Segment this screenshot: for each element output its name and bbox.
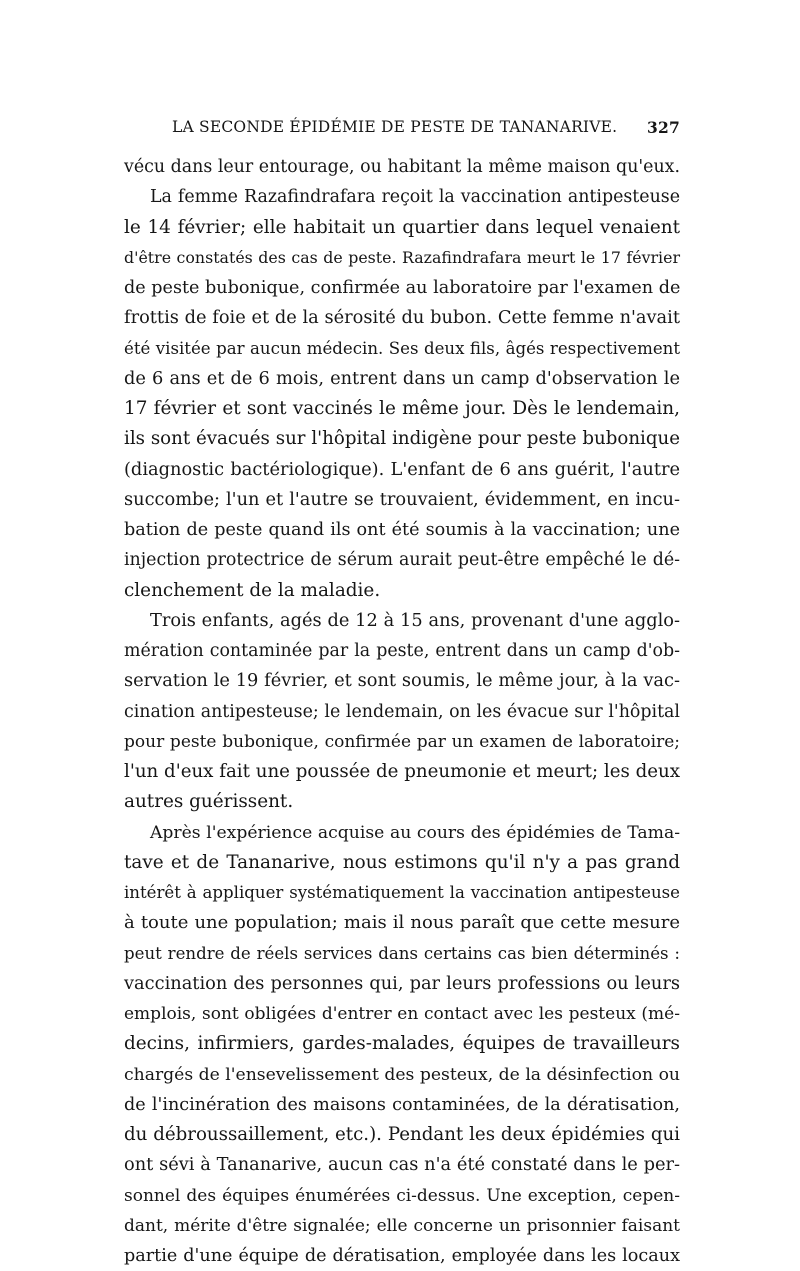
running-title: LA SECONDE ÉPIDÉMIE DE PESTE DE TANANARIVE. (172, 118, 618, 136)
text-line: du débroussaillement, etc.). Pendant les deux épidémies qui (124, 1124, 680, 1145)
text-line: peut rendre de réels services dans certains cas bien déterminés : (124, 943, 680, 963)
text-line: sonnel des équipes énumérées ci-dessus. Une exception, cepen- (124, 1185, 680, 1206)
text-line: vaccination des personnes qui, par leurs professions ou leurs (124, 972, 680, 994)
text-line: à toute une population; mais il nous paraît que cette mesure (124, 912, 680, 934)
text-line: cination antipesteuse; le lendemain, on les évacue sur l'hôpital (124, 701, 680, 722)
text-line: de 6 ans et de 6 mois, entrent dans un camp d'observation le (124, 367, 680, 389)
text-line: été visitée par aucun médecin. Ses deux fils, âgés respectivement (124, 338, 680, 358)
text-line: Après l'expérience acquise au cours des épidémies de Tama- (150, 822, 680, 843)
text-line: mération contaminée par la peste, entrent dans un camp d'ob- (124, 641, 680, 661)
text-line: La femme Razafindrafara reçoit la vaccination antipesteuse (150, 187, 680, 208)
text-line: ils sont évacués sur l'hôpital indigène pour peste bubonique (124, 428, 680, 450)
text-line: ont sévi à Tananarive, aucun cas n'a été constaté dans le per- (124, 1154, 680, 1176)
text-line: (diagnostic bactériologique). L'enfant de 6 ans guérit, l'autre (124, 458, 680, 480)
text-line: autres guérissent. (124, 791, 294, 813)
text-line: vécu dans leur entourage, ou habitant la même maison qu'eux. (124, 157, 680, 177)
text-line: l'un d'eux fait une poussée de pneumonie et meurt; les deux (124, 761, 680, 782)
text-line: bation de peste quand ils ont été soumis à la vaccination; une (124, 520, 680, 540)
text-line: decins, infirmiers, gardes-malades, équipes de travailleurs (124, 1033, 680, 1055)
body-text (124, 152, 680, 1271)
text-line: injection protectrice de sérum aurait peut-être empêché le dé- (124, 550, 680, 571)
text-line: emplois, sont obligées d'entrer en contact avec les pesteux (mé- (124, 1004, 680, 1024)
page-number: 327 (647, 118, 680, 137)
text-line: Trois enfants, agés de 12 à 15 ans, provenant d'une agglo- (150, 609, 680, 631)
text-line: chargés de l'ensevelissement des pesteux, de la désinfection ou (124, 1064, 680, 1085)
text-line: frottis de foie et de la sérosité du bubon. Cette femme n'avait (124, 307, 680, 329)
text-line: dant, mérite d'être signalée; elle concerne un prisonnier faisant (124, 1215, 680, 1236)
text-line: de peste bubonique, confirmée au laboratoire par l'examen de (124, 278, 681, 298)
text-line: 17 février et sont vaccinés le même jour. Dès le lendemain, (124, 398, 680, 419)
text-line: tave et de Tananarive, nous estimons qu'il n'y a pas grand (124, 851, 680, 873)
page-header (172, 118, 680, 142)
text-line: intérêt à appliquer systématiquement la vaccination antipesteuse (124, 883, 680, 902)
text-line: partie d'une équipe de dératisation, employée dans les locaux (124, 1246, 680, 1266)
text-line: le 14 février; elle habitait un quartier dans lequel venaient (124, 216, 680, 238)
text-line: d'être constatés des cas de peste. Razafindrafara meurt le 17 février (124, 247, 680, 267)
text-line: pour peste bubonique, confirmée par un examen de laboratoire; (124, 731, 680, 752)
text-line: succombe; l'un et l'autre se trouvaient, évidemment, en incu- (124, 488, 680, 510)
text-line: servation le 19 février, et sont soumis, le même jour, à la vac- (124, 670, 680, 692)
text-line: clenchement de la maladie. (124, 579, 381, 601)
text-line: de l'incinération des maisons contaminées, de la dératisation, (124, 1094, 680, 1115)
